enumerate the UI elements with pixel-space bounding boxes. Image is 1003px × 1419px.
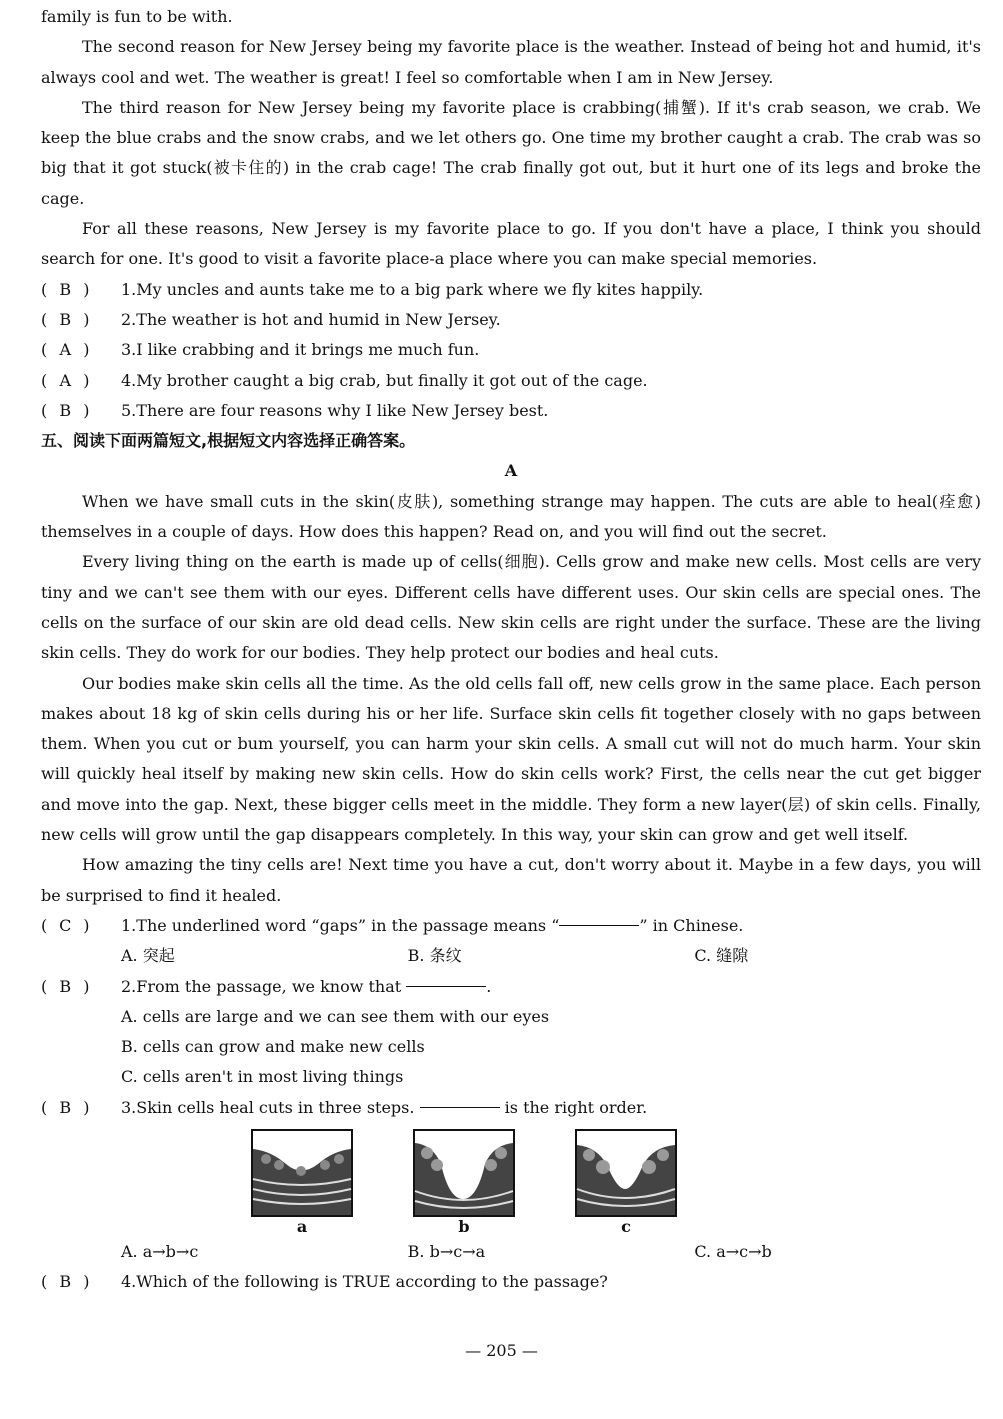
answer-mark: B <box>59 400 72 420</box>
question-text: The underlined word “gaps” in the passage means “ <box>136 915 560 935</box>
paragraph: family is fun to be with. <box>41 7 233 26</box>
figure-label: b <box>458 1216 470 1236</box>
tf-question: ( B ) 1. My uncles and aunts take me to a big park where we fly kites happily. <box>41 275 981 305</box>
tf-question: ( B ) 2. The weather is hot and humid in New Jersey. <box>41 305 981 335</box>
paragraph: Every living thing on the earth is made up of cells(细胞). Cells grow and make new cells. Most cells are very tiny and we can't see them with our eyes. Different cells have different uses. Our skin cells are special ones. The cells on the surface of our skin are old dead cells. New skin cells are right under the surface. These are the living skin cells. They do work for our bodies. They help protect our bodies and heal cuts. <box>41 552 981 663</box>
option-b: B. 条纹 <box>407 946 462 966</box>
question-number: 4. <box>121 1272 137 1292</box>
option-c: C. a→c→b <box>694 1241 772 1261</box>
question-text: From the passage, we know that <box>136 976 402 996</box>
option-b: B. cells can grow and make new cells <box>121 1037 425 1057</box>
passage-label: A <box>504 461 518 481</box>
answer-blank <box>406 972 486 987</box>
option-c: C. cells aren't in most living things <box>121 1067 404 1087</box>
answer-mark: B <box>59 1272 72 1292</box>
question-number: 3. <box>121 340 137 360</box>
option-a: A. cells are large and we can see them with our eyes <box>121 1006 550 1026</box>
option-a: A. a→b→c <box>121 1241 199 1261</box>
paragraph: Our bodies make skin cells all the time. As the old cells fall off, new cells grow in the same place. Each person makes about 18 kg of skin cells during his or her life. Surface skin cells fit together closely with no gaps between them. When you cut or bum yourself, you can harm your skin cells. A small cut will not do much harm. Your skin will quickly heal itself by making new skin cells. How do skin cells work? First, the cells near the cut get bigger and move into the gap. Next, these bigger cells meet in the middle. They form a new layer(层) of skin cells. Finally, new cells will grow until the gap disappears completely. In this way, your skin can grow and get well itself. <box>41 673 981 845</box>
answer-mark: A <box>59 370 72 390</box>
tf-question: ( A ) 3. I like crabbing and it brings me much fun. <box>41 335 981 365</box>
mc-question: ( B ) 3. Skin cells heal cuts in three steps. is the right order. <box>41 1093 981 1123</box>
paragraph: The second reason for New Jersey being my favorite place is the weather. Instead of being hot and humid, it's always cool and wet. The weather is great! I feel so comfortable when I am in New Jersey. <box>41 37 981 87</box>
skin-cut-diagram-b <box>413 1129 515 1217</box>
question-text-end: . <box>486 976 492 996</box>
paragraph: For all these reasons, New Jersey is my favorite place to go. If you don't have a place, I think you should search for one. It's good to visit a favorite place-a place where you can make special memories. <box>41 219 981 269</box>
question-text: My uncles and aunts take me to a big park where we fly kites happily. <box>136 279 704 299</box>
options-row <box>41 941 981 971</box>
paragraph: How amazing the tiny cells are! Next time you have a cut, don't worry about it. Maybe in a few days, you will be surprised to find it healed. <box>41 855 981 905</box>
question-number: 2. <box>121 976 137 996</box>
question-text-end: is the right order. <box>504 1097 648 1117</box>
skin-cut-diagram-c <box>575 1129 677 1217</box>
options-row <box>41 1237 981 1267</box>
answer-blank <box>559 911 639 926</box>
reading-passage-end <box>41 2 981 1298</box>
answer-mark: B <box>59 976 72 996</box>
tf-question: ( B ) 5. There are four reasons why I like New Jersey best. <box>41 396 981 426</box>
answer-mark: C <box>59 915 72 935</box>
paragraph: When we have small cuts in the skin(皮肤), something strange may happen. The cuts are able to heal(痊愈) themselves in a couple of days. How does this happen? Read on, and you will find out the secret. <box>41 491 981 542</box>
figure-label: a <box>296 1216 308 1236</box>
section-heading: 五、阅读下面两篇短文,根据短文内容选择正确答案。 <box>41 431 416 451</box>
skin-cut-diagram-a <box>251 1129 353 1217</box>
question-number: 3. <box>121 1097 137 1117</box>
mc-question: ( B ) 2. From the passage, we know that . <box>41 972 981 1002</box>
question-text: Which of the following is TRUE according to the passage? <box>136 1272 608 1292</box>
mc-question: ( C ) 1. The underlined word “gaps” in the passage means “ ” in Chinese. <box>41 911 981 941</box>
option-a: A. 突起 <box>121 946 175 966</box>
question-number: 2. <box>121 309 137 329</box>
figure-c <box>575 1129 677 1237</box>
question-text: There are four reasons why I like New Jersey best. <box>136 400 549 420</box>
answer-blank <box>420 1093 500 1108</box>
question-number: 5. <box>121 400 137 420</box>
question-number: 1. <box>121 915 137 935</box>
option-b: B. b→c→a <box>407 1241 486 1261</box>
question-text: Skin cells heal cuts in three steps. <box>136 1097 415 1117</box>
paragraph: The third reason for New Jersey being my favorite place is crabbing(捕蟹). If it's crab season, we crab. We keep the blue crabs and the snow crabs, and we let others go. One time my brother caught a crab. The crab was so big that it got stuck(被卡住的) in the crab cage! The crab finally got out, but it hurt one of its legs and broke the cage. <box>41 97 981 208</box>
question-number: 1. <box>121 279 137 299</box>
question-text: The weather is hot and humid in New Jersey. <box>136 309 501 329</box>
figure-b <box>413 1129 515 1237</box>
answer-mark: B <box>59 279 72 299</box>
figure-a <box>251 1129 353 1237</box>
figure-label: c <box>621 1216 631 1236</box>
question-text-end: ” in Chinese. <box>639 915 744 935</box>
page-number: — 205 — <box>465 1341 538 1360</box>
answer-mark: B <box>59 1097 72 1117</box>
answer-mark: A <box>59 340 72 360</box>
question-text: I like crabbing and it brings me much fun. <box>136 340 480 360</box>
mc-question: ( B ) 4. Which of the following is TRUE according to the passage? <box>41 1267 981 1297</box>
question-text: My brother caught a big crab, but finally it got out of the cage. <box>136 370 648 390</box>
answer-mark: B <box>59 309 72 329</box>
option-c: C. 缝隙 <box>694 946 749 966</box>
tf-question: ( A ) 4. My brother caught a big crab, but finally it got out of the cage. <box>41 366 981 396</box>
question-number: 4. <box>121 370 137 390</box>
skin-healing-figures <box>41 1129 981 1237</box>
